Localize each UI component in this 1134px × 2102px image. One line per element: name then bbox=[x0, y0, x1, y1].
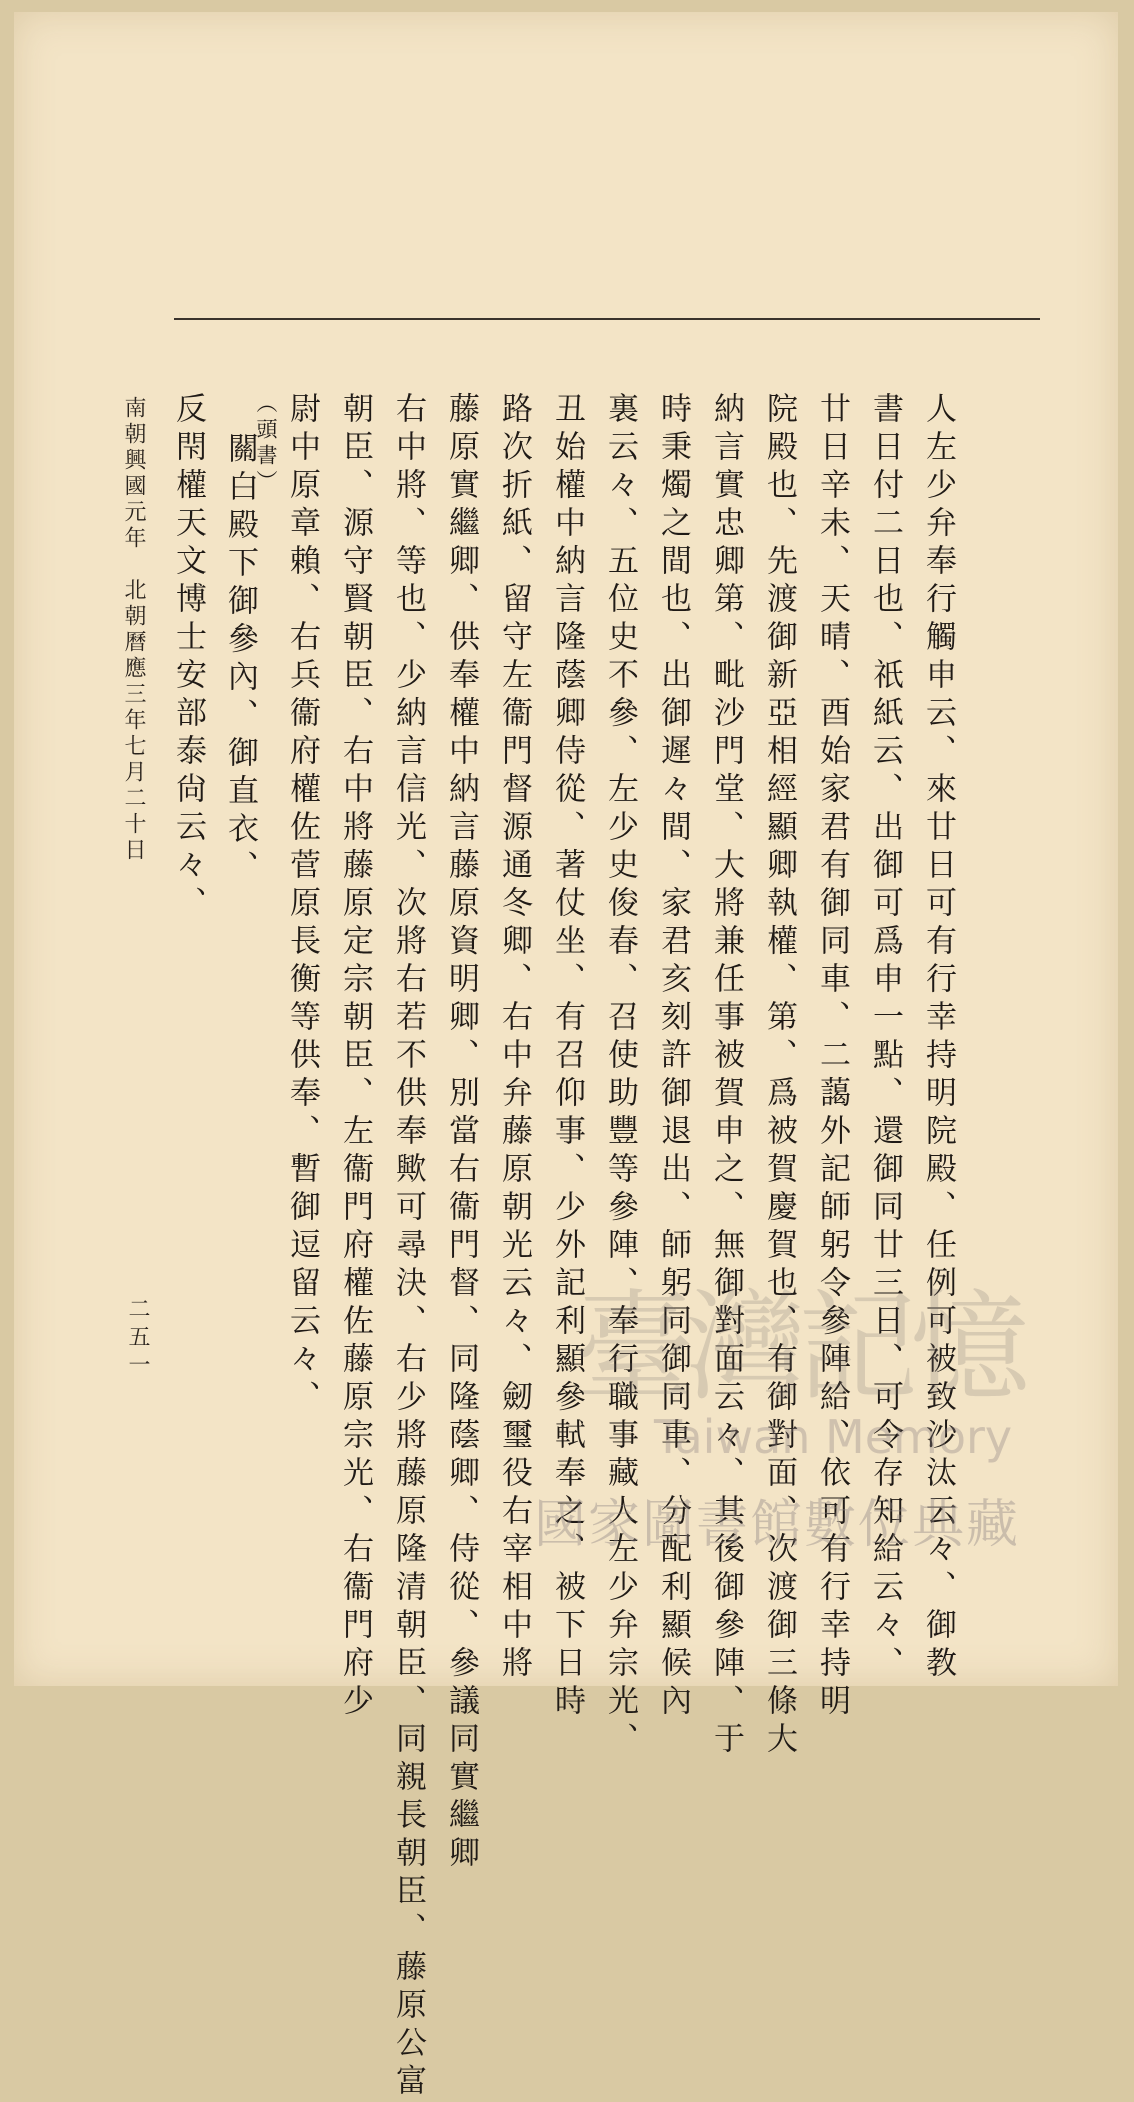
header-note-label: （頭書） bbox=[254, 392, 278, 496]
text-column-1: 人左少弁奉行觸申云、來廿日可有行幸持明院殿、任例可被致沙汰云々、御教 bbox=[920, 392, 956, 1684]
text-column-12: 朝臣、源守賢朝臣、右中將藤原定宗朝臣、左衞門府權佐藤原宗光、右衞門府少 bbox=[337, 392, 373, 1722]
text-column-5: 納言實忠卿第、毗沙門堂、大將兼任事被賀申之、無御對面云々、其後御參陣、于 bbox=[708, 392, 744, 1760]
text-column-8: 丑始權中納言隆蔭卿侍從、著仗坐、有召仰事、少外記利顯參軾奉之、被下日時 bbox=[549, 392, 585, 1722]
running-footer: 南朝興國元年 北朝曆應三年七月二十日 bbox=[121, 396, 146, 864]
watermark-logo: 臺灣記憶 bbox=[574, 1279, 1022, 1418]
text-column-15: 關白殿下御參內、御直衣、 bbox=[222, 432, 258, 888]
text-column-3: 廿日辛未、天晴、酉始家君有御同車、二藹外記師躬令參陣給、依可有行幸持明 bbox=[814, 392, 850, 1722]
header-rule bbox=[174, 318, 1040, 320]
watermark-english: Taiwan Memory bbox=[654, 1410, 1013, 1464]
text-column-6: 時秉燭之間也、出御遲々間、家君亥刻許御退出、師躬同御同車、分配利顯候內 bbox=[655, 392, 691, 1722]
text-column-10: 藤原實繼卿、供奉權中納言藤原資明卿、別當右衞門督、同隆蔭卿、侍從、參議同實繼卿 bbox=[443, 392, 479, 1874]
text-column-2: 書日付二日也、祇紙云、出御可爲申一點、還御同廿三日、可令存知給云々、 bbox=[867, 392, 903, 1684]
document-page bbox=[14, 12, 1118, 2102]
watermark-chinese: 國家圖書館數位典藏 bbox=[534, 1495, 1021, 1555]
text-column-9: 路次折紙、留守左衞門督源通冬卿、右中弁藤原朝光云々、劒璽役右宰相中將 bbox=[496, 392, 532, 1684]
page-number: 二五一 bbox=[125, 1297, 150, 1381]
text-column-7: 裏云々、五位史不參、左少史俊春、召使助豐等參陣、奉行職事藏人左少弁宗光、 bbox=[602, 392, 638, 1760]
text-column-13: 尉中原章賴、右兵衞府權佐菅原長衡等供奉、暫御逗留云々、 bbox=[284, 392, 320, 1418]
text-column-11: 右中將、等也、少納言信光、次將右若不供奉歟可尋決、右少將藤原隆清朝臣、同親長朝臣、藤原公富 bbox=[390, 392, 426, 2102]
text-column-16: 反閇權天文博士安部泰尙云々、 bbox=[170, 392, 206, 924]
text-column-4: 院殿也、先渡御新亞相經顯卿執權、第、爲被賀慶賀也、有御對面、次渡御三條大 bbox=[761, 392, 797, 1760]
